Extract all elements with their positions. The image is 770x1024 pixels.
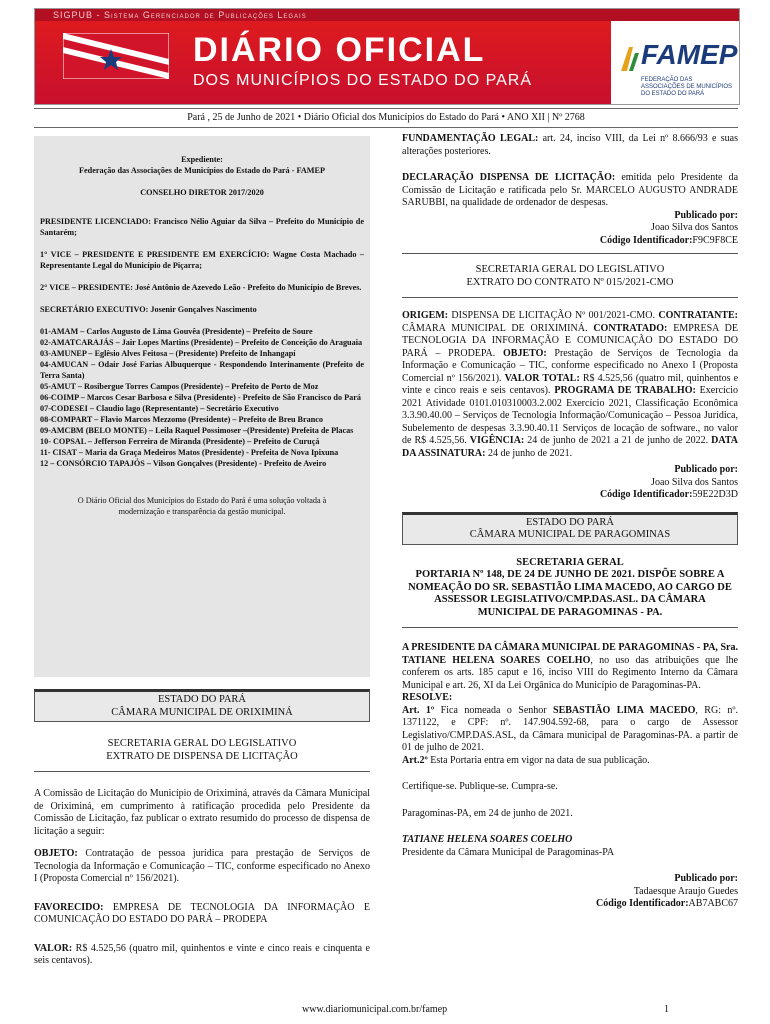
expediente-president: PRESIDENTE LICENCIADO: Francisco Nélio Aguiar da Silva – Prefeito do Município de Santarém; bbox=[40, 217, 364, 237]
expediente-vice1: 1° VICE – PRESIDENTE E PRESIDENTE EM EXERCÍCIO: Wagne Costa Machado – Representante Legal do Município de Piçarra; bbox=[40, 250, 364, 270]
masthead bbox=[34, 8, 740, 105]
expediente-box bbox=[34, 136, 370, 677]
expediente-org: Federação das Associações de Municípios do Estado do Pará - FAMEP bbox=[79, 166, 325, 175]
portaria-title: PORTARIA Nº 148, DE 24 DE JUNHO DE 2021. DISPÕE SOBRE A NOMEAÇÃO DO SR. SEBASTIÃO LIMA MACEDO, AO CARGO DE ASSESSOR LEGISLATIVO/CMP.DAS.ASL. DA CÂMARA MUNICIPAL DE PARAGOMINAS - PA. bbox=[408, 569, 732, 618]
list-item: 04-AMUCAN – Odair José Farias Albuquerque - Respondendo Interinamente (Prefeito de Terra Santa) bbox=[40, 360, 364, 380]
masthead-top-strip: SIGPUB - Sistema Gerenciador de Publicações Legais bbox=[35, 9, 739, 21]
contrato-vigencia-label: VIGÊNCIA: bbox=[469, 435, 525, 446]
identifier-code: Código Identificador:F9C9F8CE bbox=[599, 234, 738, 246]
contrato-valor-label: VALOR TOTAL: bbox=[504, 372, 580, 384]
dispensa-objeto: OBJETO: Contratação de pessoa jurídica para prestação de Serviços de Tecnologia da Informação e Comunicação – TIC, conforme especificado no Anexo I (Proposta Comercial nº 156/2021). bbox=[34, 848, 370, 884]
right-column bbox=[402, 133, 738, 911]
section-label: SECRETARIA GERAL DO LEGISLATIVO bbox=[475, 264, 665, 275]
masthead-title: DIÁRIO OFICIAL bbox=[193, 31, 486, 69]
dispensa-declaracao: DECLARAÇÃO DISPENSA DE LICITAÇÃO: emitida pelo Presidente da Comissão de Licitação e ratificada pelo Sr. MARCELO AUGUSTO ANDRADE SARUBBI, na qualidade de ordenador de despesas. bbox=[402, 172, 739, 208]
published-by-label: Publicado por: bbox=[674, 873, 738, 884]
identifier-code: Código Identificador:59E22D3D bbox=[599, 489, 738, 500]
page-number: 1 bbox=[664, 1004, 669, 1015]
list-item: 03-AMUNEP – Eglêsio Alves Feitosa – (Presidente) Prefeito de Inhangapí bbox=[40, 349, 296, 358]
contrato-programa-label: PROGRAMA DE TRABALHO: bbox=[554, 385, 696, 396]
famep-subtitle: FEDERAÇÃO DAS ASSOCIAÇÕES DE MUNICÍPIOS DO ESTADO DO PARÁ bbox=[641, 77, 733, 97]
contrato-assinatura: 24 de junho de 2021. bbox=[485, 447, 573, 459]
contrato-assinatura-label: DATA DA ASSINATURA: bbox=[402, 435, 739, 459]
paragominas-header bbox=[402, 512, 738, 545]
expediente-vice2: 2° VICE – PRESIDENTE: José Antônio de Azevedo Leão - Prefeito do Município de Breves. bbox=[40, 283, 362, 292]
expediente-title: Expediente: bbox=[181, 155, 223, 164]
contrato-body bbox=[402, 310, 738, 460]
list-item: 06-COIMP – Marcos Cesar Barbosa e Silva (Presidente) - Prefeito de São Francisco do Pará bbox=[40, 393, 361, 402]
dispensa-intro: A Comissão de Licitação do Município de Oriximiná, através da Câmara Municipal de Oriximiná, em cumprimento à ratificação procedida pelo Presidente da Comissão de Licitação, faz publicar o extrato resumido do processo de dispensa de licitação a seguir: bbox=[34, 788, 370, 837]
contrato-objeto-label: OBJETO: bbox=[503, 347, 547, 359]
para-flag-icon bbox=[63, 33, 169, 79]
contrato-objeto: Prestação de Serviços de Tecnologia da Informação e Comunicação – TIC, conforme especificado no Anexo I (Proposta Comercial nº 156/2021). bbox=[402, 347, 739, 384]
chamber-label: CÂMARA MUNICIPAL DE ORIXIMINÁ bbox=[111, 706, 293, 718]
list-item: 01-AMAM – Carlos Augusto de Lima Gouvêa (Presidente) – Prefeito de Soure bbox=[40, 327, 313, 336]
association-list bbox=[40, 326, 364, 469]
signatory-name: TATIANE HELENA SOARES COELHO bbox=[402, 834, 573, 845]
contrato-valor: R$ 4.525,56 (quatro mil, quinhentos e vinte e cinco reais e seis centavos). bbox=[402, 372, 739, 396]
divider bbox=[402, 253, 738, 254]
famep-logo bbox=[611, 21, 739, 104]
expediente-note: O Diário Oficial dos Municípios do Estado do Pará é uma solução voltada à modernização e transparência da gestão municipal. bbox=[77, 496, 327, 516]
published-by-label: Publicado por: bbox=[674, 464, 738, 475]
published-by: Joao Silva dos Santos bbox=[651, 222, 738, 233]
list-item: 05-AMUT – Rosibergue Torres Campos (Presidente) – Prefeito de Porto de Moz bbox=[40, 382, 319, 391]
dispensa-header bbox=[34, 736, 370, 772]
extract-title: EXTRATO DE DISPENSA DE LICITAÇÃO bbox=[106, 750, 298, 762]
state-label: ESTADO DO PARÁ bbox=[525, 516, 615, 528]
list-item: 08-COMPART – Flavio Marcos Mezzomo (Presidente) – Prefeito de Breu Branco bbox=[40, 415, 324, 424]
list-item: 10- COPSAL – Jefferson Ferreira de Miranda (Presidente) – Prefeito de Curuçá bbox=[40, 437, 320, 446]
oriximina-header bbox=[34, 689, 370, 722]
edition-line: Pará , 25 de Junho de 2021 • Diário Oficial dos Municípios do Estado do Pará • ANO XII | Nº 2768 bbox=[34, 108, 738, 128]
masthead-subtitle: DOS MUNICÍPIOS DO ESTADO DO PARÁ bbox=[193, 72, 532, 89]
portaria-art1: Art. 1º Fica nomeada o Senhor SEBASTIÃO LIMA MACEDO, RG: nº. 1371122, e CPF: nº. 147.904.592-68, para o cargo de Assessor Legislativo/CMP.DAS.ASL, da Câmara municipal de Paragominas-PA. a partir de 01 de julho de 2021. bbox=[402, 704, 739, 753]
footer-url[interactable]: www.diariomunicipal.com.br/famep bbox=[302, 1004, 448, 1015]
dispensa-fundamentacao: FUNDAMENTAÇÃO LEGAL: art. 24, inciso VIII, da Lei nº 8.666/93 e suas alterações posteriores. bbox=[402, 133, 738, 157]
famep-mark-icon bbox=[619, 43, 641, 73]
published-by-label: Publicado por: bbox=[674, 209, 738, 221]
list-item: 11- CISAT – Maria da Graça Medeiros Matos (Presidente) - Prefeita de Nova Ipixuna bbox=[40, 448, 339, 457]
contrato-programa: Exercício 2021 Atividade 0101.010310003.2.002 Exercício 2021, Classificação Econômica 3.3.90.40.00 – Serviços de Tecnologia Informação/Comunicação – Pessoa Jurídica, Subelemento de despesas 3.3.90.40.11 Serviços de locação de software., no valor de R$ 4.525,56. bbox=[402, 385, 738, 446]
dispensa-favorecido: FAVORECIDO: EMPRESA DE TECNOLOGIA DA INFORMAÇÃO E COMUNICAÇÃO DO ESTADO DO PARÁ – PRODEPA bbox=[34, 901, 370, 925]
contrato-vigencia: 24 de junho de 2021 a 21 de junho de 2022. bbox=[524, 435, 709, 446]
contrato-origem: ORIGEM: DISPENSA DE LICITAÇÃO Nº 001/2021-CMO. bbox=[402, 310, 656, 321]
published-by: Tadaesque Araujo Guedes bbox=[633, 885, 738, 897]
contrato-contratante-label: CONTRATANTE: bbox=[658, 310, 738, 321]
portaria-art2: Art.2º Esta Portaria entra em vigor na data de sua publicação. bbox=[402, 754, 650, 766]
dispensa-valor: VALOR: R$ 4.525,56 (quatro mil, quinhentos e vinte e cinco reais e cinquenta e seis centavos). bbox=[34, 942, 370, 966]
contrato-contratado-label: CONTRATADO: bbox=[593, 322, 668, 334]
famep-wordmark: FAMEP bbox=[641, 39, 738, 70]
expediente-council: CONSELHO DIRETOR 2017/2020 bbox=[140, 188, 264, 197]
list-item: 07-CODESEI – Claudio lago (Representante) – Secretário Executivo bbox=[40, 404, 279, 413]
section-label: SECRETARIA GERAL DO LEGISLATIVO bbox=[107, 738, 297, 749]
signatory-role: Presidente da Câmara Municipal de Paragominas-PA bbox=[402, 846, 615, 858]
portaria-certify: Certifique-se. Publique-se. Cumpra-se. bbox=[402, 781, 558, 792]
portaria-header bbox=[402, 555, 738, 629]
chamber-label: CÂMARA MUNICIPAL DE PARAGOMINAS bbox=[469, 529, 671, 540]
portaria-date: Paragominas-PA, em 24 de junho de 2021. bbox=[402, 807, 573, 819]
extract-title: EXTRATO DO CONTRATO Nº 015/2021-CMO bbox=[466, 276, 674, 288]
portaria-intro: A PRESIDENTE DA CÂMARA MUNICIPAL DE PARAGOMINAS - PA, Sra. TATIANE HELENA SOARES COELHO, no uso das atribuições que lhe conferem os arts. 185 caput e 16, inciso VIII do Regimento Interno da Câmara Municipal e art. 26, XI da Lei Orgânica do Município de Paragominas-PA. bbox=[402, 642, 738, 691]
resolve-label: RESOLVE: bbox=[402, 692, 453, 703]
published-by: Joao Silva dos Santos bbox=[651, 476, 738, 488]
contrato-contratado: EMPRESA DE TECNOLOGIA DA INFORMAÇÃO E COMUNICAÇÃO DO ESTADO DO PARÁ – PRODEPA. bbox=[402, 322, 739, 359]
section-label: SECRETARIA GERAL bbox=[516, 556, 624, 568]
expediente-secretary: SECRETÁRIO EXECUTIVO: Josenir Gonçalves Nascimento bbox=[40, 305, 257, 314]
contrato-contratante: CÂMARA MUNICIPAL DE ORIXIMINÁ. bbox=[402, 322, 588, 334]
list-item: 12 – CONSÓRCIO TAPAJÓS – Vilson Gonçalves (Presidente) - Prefeito de Aveiro bbox=[40, 459, 327, 468]
list-item: 02-AMATCARAJÁS – Jair Lopes Martins (Presidente) – Prefeito de Conceição do Araguaia bbox=[40, 338, 363, 347]
identifier-code: Código Identificador:AB7ABC67 bbox=[596, 898, 738, 909]
left-column bbox=[34, 136, 370, 968]
list-item: 09-AMCBM (BELO MONTE) – Leila Raquel Possimoser –(Presidente) Prefeita de Placas bbox=[40, 426, 354, 435]
state-label: ESTADO DO PARÁ bbox=[157, 694, 247, 705]
contrato-header bbox=[402, 262, 738, 298]
